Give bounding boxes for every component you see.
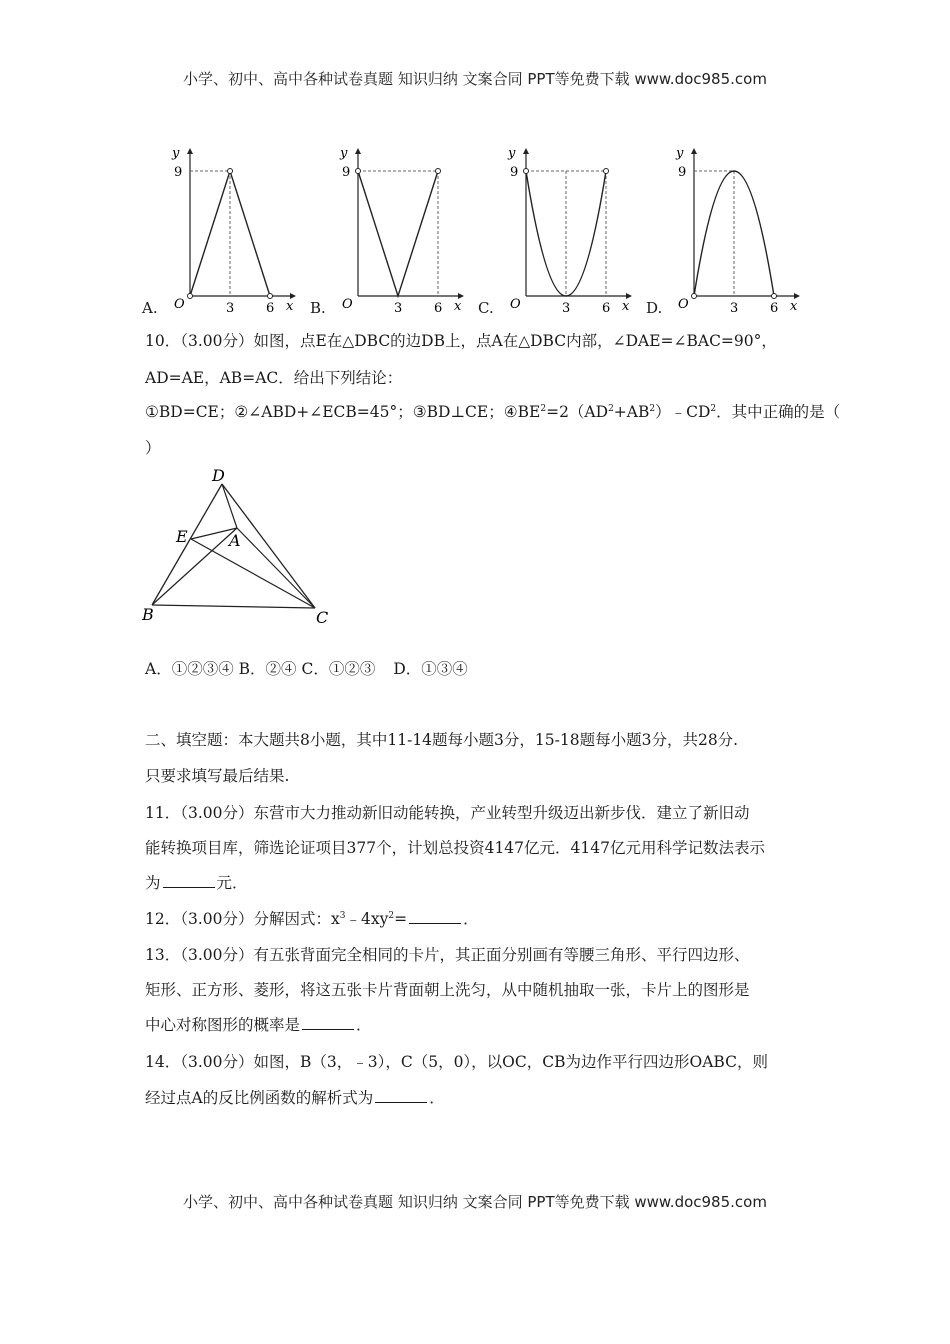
y-tick-label: 9 — [174, 165, 183, 180]
graph-a-svg — [160, 140, 300, 320]
y-axis-label: y — [676, 146, 684, 161]
q13-text: 中心对称图形的概率是 — [145, 1016, 301, 1034]
superscript: 3 — [339, 911, 346, 921]
q10-line-3-part: =2（AD — [546, 403, 609, 421]
open-point — [356, 169, 361, 174]
open-point — [604, 169, 609, 174]
page-header: 小学、初中、高中各种试卷真题 知识归纳 文案合同 PPT等免费下载 www.doc985.com — [183, 70, 767, 88]
option-a-label: A. — [142, 299, 158, 317]
q14-text: ． — [429, 1089, 445, 1107]
section-2-heading-line-2: 只要求填写最后结果. — [145, 767, 290, 785]
y-axis-arrow-icon — [523, 148, 529, 154]
q11-text: 元． — [216, 874, 248, 892]
point-label-c: C — [316, 608, 329, 627]
open-point — [436, 169, 441, 174]
q10-line-2: AD=AE，AB=AC．给出下列结论： — [145, 369, 403, 387]
option-d-graph — [644, 140, 804, 320]
x-tick-label: 3 — [226, 301, 235, 316]
x-axis-label: x — [790, 299, 798, 314]
q10-line-3-part: ）﹣CD — [655, 403, 711, 421]
option-c-label: C. — [478, 299, 494, 317]
point-label-a: A — [229, 531, 241, 550]
open-point — [228, 169, 233, 174]
origin-label: O — [342, 297, 353, 312]
q14-line-1: 14．（3.00分）如图，B（3，﹣3），C（5，0），以OC，CB为边作平行四边形OABC，则 — [145, 1053, 768, 1071]
q12-text: ． — [463, 910, 479, 928]
q11-line-2: 能转换项目库，筛选论证项目377个，计划总投资4147亿元．4147亿元用科学记数法表示 — [145, 839, 765, 857]
q10-choices — [145, 659, 468, 679]
segment-da — [222, 484, 237, 528]
graph-c-svg — [496, 140, 636, 320]
segment-ac — [237, 528, 315, 608]
function-curve — [358, 171, 438, 296]
point-label-e: E — [176, 527, 188, 546]
q12-line — [145, 909, 479, 929]
open-point — [188, 294, 193, 299]
y-tick-label: 9 — [678, 165, 687, 180]
option-c-graph — [476, 140, 636, 320]
open-point — [524, 169, 529, 174]
superscript: 2 — [710, 404, 717, 414]
superscript: 2 — [608, 404, 614, 414]
x-tick-label: 6 — [602, 301, 611, 316]
q11-line-3 — [145, 873, 248, 893]
option-d-label: D. — [646, 299, 663, 317]
option-a-graph — [140, 140, 300, 320]
q10-line-3 — [145, 402, 840, 422]
q10-line-4: ） — [145, 439, 161, 457]
choice-a[interactable]: A．①②③④ — [145, 660, 234, 678]
x-tick-label: 3 — [394, 301, 403, 316]
y-axis-label: y — [172, 146, 180, 161]
q9-option-graphs — [140, 140, 820, 320]
origin-label: O — [678, 297, 689, 312]
q13-line-1: 13．（3.00分）有五张背面完全相同的卡片，其正面分别画有等腰三角形、平行四边形、 — [145, 946, 750, 964]
x-axis-label: x — [454, 299, 462, 314]
q10-line-3-part: +AB — [613, 403, 650, 421]
q10-line-3-part: ．其中正确的是（ — [716, 403, 841, 421]
x-axis-label: x — [622, 299, 630, 314]
choice-d[interactable]: D．①③④ — [393, 660, 468, 678]
answer-blank[interactable] — [375, 1088, 427, 1103]
q13-line-2: 矩形、正方形、菱形，将这五张卡片背面朝上洗匀，从中随机抽取一张，卡片上的图形是 — [145, 981, 750, 999]
answer-blank[interactable] — [163, 873, 215, 888]
x-tick-label: 6 — [770, 301, 779, 316]
q10-line-3-part: ①BD=CE；②∠ABD+∠ECB=45°；③BD⊥CE；④BE — [145, 403, 541, 421]
option-b-graph — [308, 140, 468, 320]
superscript: 2 — [388, 911, 395, 921]
origin-label: O — [174, 297, 185, 312]
segment-ba — [152, 528, 237, 605]
q10-line-1: 10．（3.00分）如图，点E在△DBC的边DB上，点A在△DBC内部，∠DAE=∠BAC=90°， — [145, 332, 777, 350]
choice-c[interactable]: C．①②③ — [301, 660, 376, 678]
section-2-heading: 二、填空题：本大题共8小题，其中11-14题每小题3分，15-18题每小题3分，共28分. — [145, 731, 739, 749]
q12-text: = — [394, 910, 408, 928]
y-axis-arrow-icon — [355, 148, 361, 154]
q14-text: 经过点A的反比例函数的解析式为 — [145, 1089, 374, 1107]
page-footer: 小学、初中、高中各种试卷真题 知识归纳 文案合同 PPT等免费下载 www.doc985.com — [183, 1193, 767, 1211]
q14-line-2 — [145, 1088, 445, 1108]
open-point — [692, 294, 697, 299]
q11-text: 为 — [145, 874, 161, 892]
answer-blank[interactable] — [409, 909, 461, 924]
y-tick-label: 9 — [510, 165, 519, 180]
y-axis-arrow-icon — [691, 148, 697, 154]
y-axis-arrow-icon — [187, 148, 193, 154]
point-label-d: D — [212, 466, 225, 485]
q13-text: ． — [356, 1016, 372, 1034]
superscript: 2 — [649, 404, 656, 414]
segment-ec — [191, 539, 315, 608]
y-tick-label: 9 — [342, 165, 351, 180]
x-tick-label: 3 — [562, 301, 571, 316]
graph-b-svg — [328, 140, 468, 320]
segment-bc — [152, 605, 315, 608]
choice-b[interactable]: B．②④ — [238, 660, 297, 678]
y-axis-label: y — [340, 146, 348, 161]
answer-blank[interactable] — [302, 1015, 354, 1030]
x-tick-label: 6 — [266, 301, 275, 316]
superscript: 2 — [540, 404, 547, 414]
option-b-label: B. — [310, 299, 326, 317]
x-tick-label: 6 — [434, 301, 443, 316]
graph-d-svg — [664, 140, 804, 320]
y-axis-label: y — [508, 146, 516, 161]
x-tick-label: 3 — [730, 301, 739, 316]
q12-text: ﹣4xy — [345, 910, 389, 928]
q13-line-3 — [145, 1015, 372, 1035]
q11-line-1: 11．（3.00分）东营市大力推动新旧动能转换，产业转型升级迈出新步伐．建立了新旧动 — [145, 804, 750, 822]
q10-triangle-figure — [138, 462, 348, 632]
x-axis-label: x — [286, 299, 294, 314]
open-point — [268, 294, 273, 299]
open-point — [772, 294, 777, 299]
q12-text: 12．（3.00分）分解因式：x — [145, 910, 340, 928]
origin-label: O — [510, 297, 521, 312]
point-label-b: B — [142, 605, 154, 624]
